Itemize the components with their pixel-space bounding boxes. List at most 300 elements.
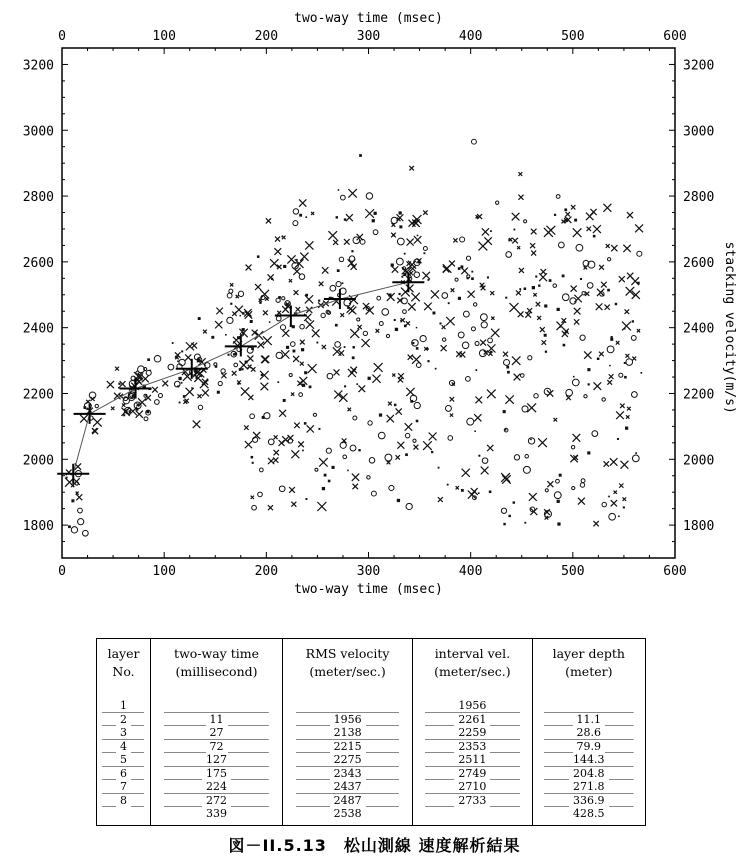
- x-marker: [392, 266, 398, 272]
- circle-marker: [198, 405, 202, 409]
- circle-marker: [154, 355, 161, 362]
- square-marker: [147, 358, 150, 361]
- table-row: [97, 794, 646, 808]
- square-marker: [418, 261, 420, 263]
- x-marker: [275, 237, 280, 242]
- table-header-cell: [413, 639, 532, 686]
- square-marker: [347, 307, 349, 309]
- y-tick-label-left: 2800: [22, 190, 54, 206]
- square-marker: [508, 239, 510, 241]
- x-tick-label-bottom: 200: [254, 564, 279, 579]
- circle-marker: [471, 327, 475, 331]
- circle-marker: [78, 508, 83, 513]
- square-marker: [353, 346, 355, 348]
- x-marker: [614, 491, 617, 494]
- circle-marker: [584, 395, 587, 398]
- square-marker: [607, 289, 610, 292]
- square-marker: [68, 525, 71, 528]
- table-header-cell: [97, 639, 151, 686]
- circle-marker: [556, 195, 560, 199]
- square-marker: [524, 287, 527, 290]
- square-marker: [239, 368, 242, 371]
- square-marker: [432, 312, 435, 315]
- x-marker: [599, 352, 604, 357]
- square-marker: [374, 212, 377, 215]
- table-cell: [282, 726, 412, 740]
- square-marker: [356, 383, 358, 385]
- circle-marker: [330, 285, 336, 291]
- square-marker: [549, 279, 552, 282]
- x-marker: [505, 395, 513, 403]
- circle-marker: [234, 363, 238, 367]
- circle-marker: [403, 310, 407, 314]
- square-marker: [505, 297, 507, 299]
- x-marker: [295, 259, 304, 268]
- square-marker: [587, 451, 590, 454]
- x-marker: [348, 189, 356, 197]
- square-marker: [544, 334, 547, 337]
- square-marker: [359, 154, 362, 157]
- table-cell-value: 127: [202, 753, 231, 766]
- square-marker: [251, 456, 254, 459]
- table-row: [97, 767, 646, 781]
- x-marker: [566, 212, 570, 216]
- table-cell: [282, 685, 412, 713]
- square-marker: [395, 328, 398, 331]
- table-cell-value: 2343: [330, 767, 366, 780]
- square-marker: [191, 387, 193, 389]
- square-marker: [304, 422, 307, 425]
- x-marker: [623, 245, 630, 252]
- table-cell-value: 2437: [330, 780, 366, 793]
- y-tick-label-right: 2200: [683, 387, 715, 403]
- bottom-axis-title: two-way time (msec): [294, 582, 443, 597]
- circle-marker: [445, 405, 451, 411]
- circle-marker: [576, 244, 583, 251]
- square-marker: [283, 265, 286, 268]
- circle-marker: [466, 376, 471, 381]
- circle-marker: [227, 293, 232, 298]
- table-cell-value: 272: [202, 794, 231, 807]
- circle-marker: [580, 335, 585, 340]
- x-marker: [322, 267, 328, 273]
- circle-marker: [279, 486, 285, 492]
- table-cell: [532, 767, 645, 781]
- y-tick-label-right: 2600: [683, 255, 715, 271]
- square-marker: [490, 230, 492, 232]
- x-marker: [372, 375, 380, 383]
- circle-marker: [168, 364, 174, 370]
- square-marker: [507, 371, 510, 374]
- square-marker: [399, 211, 402, 214]
- semblance-markers: [65, 139, 643, 536]
- x-marker: [596, 303, 603, 310]
- square-marker: [379, 413, 382, 416]
- square-marker: [368, 377, 371, 380]
- square-marker: [617, 438, 619, 440]
- table-cell: [532, 726, 645, 740]
- x-marker: [605, 305, 610, 310]
- x-marker: [339, 393, 347, 401]
- x-marker: [93, 418, 102, 427]
- x-marker: [536, 302, 540, 306]
- x-marker: [622, 322, 631, 331]
- table-cell: [532, 807, 645, 825]
- square-marker: [335, 324, 338, 327]
- square-marker: [372, 219, 375, 222]
- square-marker: [397, 499, 400, 502]
- x-marker: [518, 172, 522, 176]
- square-marker: [435, 368, 437, 370]
- square-marker: [503, 523, 505, 525]
- table-row: [97, 753, 646, 767]
- table-cell: [151, 780, 283, 794]
- circle-marker: [524, 220, 527, 223]
- y-tick-label-left: 2600: [22, 255, 54, 271]
- x-marker: [441, 345, 447, 351]
- circle-marker: [525, 455, 528, 458]
- x-marker: [232, 311, 236, 315]
- square-marker: [416, 327, 418, 329]
- x-marker: [230, 283, 233, 286]
- circle-marker: [528, 356, 532, 360]
- x-marker: [574, 308, 581, 315]
- x-marker: [265, 297, 269, 301]
- x-marker: [544, 228, 553, 237]
- x-marker: [451, 288, 455, 292]
- square-marker: [344, 346, 346, 348]
- x-marker: [490, 291, 494, 295]
- table-cell-value: 27: [206, 726, 228, 739]
- table-cell-value: 271.8: [569, 780, 609, 793]
- x-marker: [90, 397, 94, 401]
- circle-marker: [363, 331, 367, 335]
- square-marker: [150, 370, 152, 372]
- x-tick-label-top: 400: [458, 29, 483, 44]
- square-marker: [532, 286, 535, 289]
- y-tick-label-right: 2800: [683, 190, 715, 206]
- table-cell-value: 4: [116, 740, 131, 753]
- x-marker: [487, 445, 493, 451]
- x-marker: [512, 356, 521, 365]
- x-marker: [185, 354, 191, 360]
- square-marker: [505, 429, 507, 431]
- table-cell: [413, 713, 532, 727]
- x-marker: [423, 210, 427, 214]
- circle-marker: [420, 335, 426, 341]
- x-tick-label-bottom: 600: [663, 564, 687, 579]
- circle-marker: [481, 322, 487, 328]
- circle-marker: [556, 479, 560, 483]
- x-marker: [268, 458, 274, 464]
- table-header-line: RMS velocity: [305, 646, 390, 661]
- table-cell-value: 8: [116, 794, 131, 807]
- square-marker: [358, 449, 360, 451]
- x-marker: [531, 251, 536, 256]
- circle-marker: [467, 275, 470, 278]
- x-marker: [334, 391, 342, 399]
- table-cell-value: 224: [202, 780, 231, 793]
- table-cell: [151, 807, 283, 825]
- x-marker: [424, 303, 432, 311]
- square-marker: [292, 350, 295, 353]
- table-cell-value: 204.8: [569, 767, 609, 780]
- x-marker: [279, 440, 285, 446]
- square-marker: [524, 522, 526, 524]
- table-row: [97, 740, 646, 754]
- square-marker: [609, 365, 611, 367]
- x-marker: [512, 238, 518, 244]
- square-marker: [215, 365, 217, 367]
- square-marker: [404, 325, 407, 328]
- square-marker: [562, 275, 565, 278]
- square-marker: [448, 302, 450, 304]
- x-marker: [162, 381, 168, 387]
- x-marker: [346, 214, 353, 221]
- x-marker: [232, 371, 237, 376]
- table-cell: [97, 713, 151, 727]
- x-marker: [215, 321, 222, 328]
- table-cell: [282, 794, 412, 808]
- x-marker: [574, 319, 579, 324]
- table-cell: [413, 807, 532, 825]
- square-marker: [179, 402, 181, 404]
- square-marker: [211, 336, 214, 339]
- circle-marker: [71, 527, 77, 533]
- x-marker: [76, 494, 82, 500]
- circle-marker: [571, 446, 574, 449]
- x-marker: [443, 264, 452, 273]
- table-cell: [413, 780, 532, 794]
- table-cell: [97, 753, 151, 767]
- x-marker: [251, 496, 254, 499]
- x-marker: [593, 225, 601, 233]
- x-marker: [586, 213, 594, 221]
- x-marker: [422, 272, 430, 280]
- table-cell-value: 7: [116, 780, 131, 793]
- square-marker: [394, 404, 396, 406]
- x-marker: [136, 411, 143, 418]
- circle-marker: [247, 347, 253, 353]
- table-cell: [151, 726, 283, 740]
- circle-marker: [580, 483, 584, 487]
- x-marker: [609, 374, 614, 379]
- table-row: [97, 807, 646, 825]
- circle-marker: [95, 404, 98, 407]
- square-marker: [489, 490, 492, 493]
- x-marker: [556, 322, 564, 330]
- x-marker: [328, 231, 337, 240]
- circle-marker: [423, 246, 427, 250]
- table-row: [97, 726, 646, 740]
- circle-marker: [221, 369, 225, 373]
- circle-marker: [144, 368, 147, 371]
- circle-marker: [82, 530, 88, 536]
- circle-marker: [276, 298, 280, 302]
- circle-marker: [523, 466, 530, 473]
- square-marker: [474, 430, 476, 432]
- x-marker: [620, 404, 625, 409]
- y-tick-label-left: 2200: [22, 387, 54, 403]
- square-marker: [305, 294, 308, 297]
- x-marker: [340, 313, 344, 317]
- x-marker: [305, 295, 313, 303]
- x-marker: [193, 420, 201, 428]
- circle-marker: [442, 293, 448, 299]
- square-marker: [245, 361, 248, 364]
- x-marker: [514, 374, 521, 381]
- square-marker: [506, 366, 509, 369]
- x-marker: [388, 402, 392, 406]
- square-marker: [458, 267, 461, 270]
- x-marker: [453, 238, 457, 242]
- x-marker: [635, 224, 643, 232]
- circle-marker: [289, 373, 292, 376]
- table-cell-value: 2487: [330, 794, 366, 807]
- circle-marker: [389, 485, 394, 490]
- circle-marker: [282, 297, 285, 300]
- square-marker: [177, 360, 179, 362]
- x-marker: [610, 458, 618, 466]
- square-marker: [318, 428, 320, 430]
- square-marker: [299, 214, 302, 217]
- x-marker: [245, 441, 252, 448]
- x-marker: [274, 248, 281, 255]
- square-marker: [242, 312, 245, 315]
- x-tick-label-bottom: 400: [458, 564, 483, 579]
- figure-caption: 図－II.5.13 松山測線 速度解析結果: [228, 836, 521, 855]
- circle-marker: [626, 359, 633, 366]
- circle-marker: [350, 445, 356, 451]
- table-cell-value: 339: [202, 807, 231, 820]
- y-tick-label-right: 3000: [683, 124, 715, 140]
- table-row: [97, 713, 646, 727]
- table-header-line: (meter/sec.): [434, 664, 511, 679]
- x-marker: [611, 245, 617, 251]
- x-marker: [296, 307, 301, 312]
- square-marker: [261, 374, 263, 376]
- x-marker: [251, 367, 255, 371]
- velocity-table: [96, 638, 646, 826]
- x-marker: [537, 316, 541, 320]
- x-marker: [491, 317, 494, 320]
- square-marker: [640, 372, 642, 374]
- table-header-row: [97, 639, 646, 686]
- square-marker: [181, 382, 183, 384]
- x-marker: [365, 209, 374, 218]
- circle-marker: [631, 336, 636, 341]
- circle-marker: [482, 458, 488, 464]
- x-marker: [191, 343, 197, 349]
- table-cell-value: 2275: [330, 753, 366, 766]
- x-marker: [216, 308, 223, 315]
- table-cell: [97, 740, 151, 754]
- circle-marker: [259, 468, 263, 472]
- square-marker: [305, 498, 307, 500]
- square-marker: [431, 451, 433, 453]
- circle-marker: [632, 392, 638, 398]
- x-marker: [518, 311, 524, 317]
- x-marker: [593, 521, 598, 526]
- x-marker: [334, 369, 340, 375]
- x-marker: [462, 469, 470, 477]
- x-marker: [487, 390, 496, 399]
- x-tick-label-top: 600: [663, 29, 687, 44]
- circle-marker: [268, 439, 274, 445]
- x-marker: [542, 340, 547, 345]
- square-marker: [342, 282, 344, 284]
- x-marker: [246, 265, 252, 271]
- square-marker: [328, 480, 331, 483]
- square-marker: [564, 208, 567, 211]
- x-marker: [606, 244, 610, 248]
- x-marker: [333, 240, 338, 245]
- circle-marker: [276, 316, 281, 321]
- table-cell-value: 11: [206, 713, 228, 726]
- x-marker: [277, 311, 281, 315]
- table-cell: [532, 685, 645, 713]
- x-marker: [297, 381, 302, 386]
- x-tick-label-top: 100: [152, 29, 176, 44]
- square-marker: [262, 416, 265, 419]
- x-marker: [518, 195, 523, 200]
- square-marker: [423, 252, 425, 254]
- x-marker: [270, 259, 278, 267]
- circle-marker: [501, 508, 506, 513]
- x-marker: [429, 433, 437, 441]
- table-cell-value: 72: [206, 740, 228, 753]
- circle-marker: [467, 418, 474, 425]
- square-marker: [324, 474, 327, 477]
- circle-marker: [339, 257, 343, 261]
- table-cell-value: 144.3: [569, 753, 609, 766]
- circle-marker: [534, 394, 538, 398]
- circle-marker: [637, 251, 642, 256]
- circle-marker: [258, 492, 263, 497]
- square-marker: [351, 250, 353, 252]
- x-marker: [241, 387, 249, 395]
- square-marker: [292, 325, 295, 328]
- circle-marker: [340, 442, 346, 448]
- square-marker: [573, 376, 575, 378]
- x-marker: [547, 390, 553, 396]
- x-marker: [350, 329, 359, 338]
- square-marker: [625, 427, 628, 430]
- x-marker: [244, 425, 248, 429]
- table-cell: [151, 794, 283, 808]
- circle-marker: [340, 195, 345, 200]
- square-marker: [242, 328, 245, 331]
- circle-marker: [632, 455, 639, 462]
- x-marker: [619, 484, 623, 488]
- square-marker: [132, 395, 135, 398]
- square-marker: [248, 367, 250, 369]
- square-marker: [557, 500, 560, 503]
- x-marker: [573, 434, 581, 442]
- circle-marker: [382, 309, 389, 316]
- x-marker: [396, 408, 402, 414]
- x-marker: [262, 356, 270, 364]
- square-marker: [336, 216, 338, 218]
- x-marker: [616, 411, 624, 419]
- x-marker: [607, 380, 612, 385]
- square-marker: [615, 303, 617, 305]
- circle-marker: [592, 431, 598, 437]
- x-marker: [255, 284, 261, 290]
- x-marker: [594, 382, 602, 390]
- circle-marker: [229, 289, 233, 293]
- x-tick-label-top: 200: [254, 29, 279, 44]
